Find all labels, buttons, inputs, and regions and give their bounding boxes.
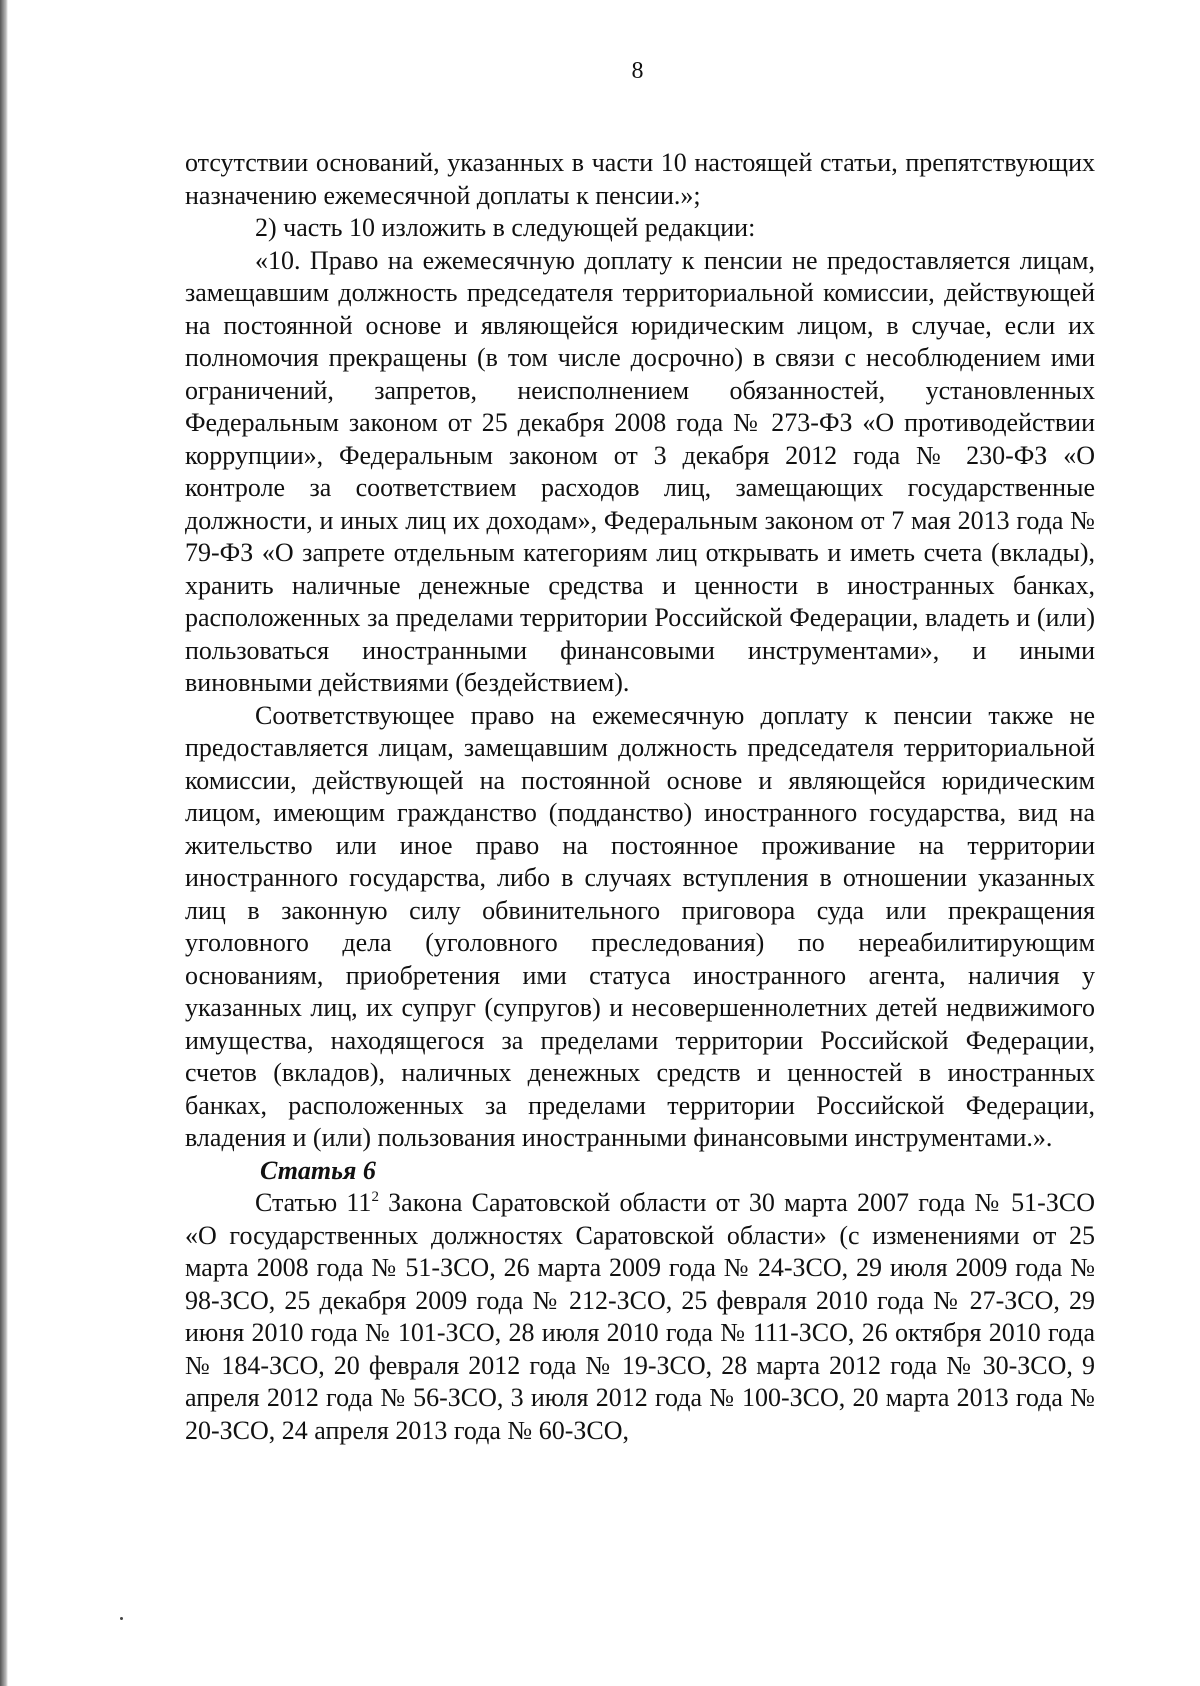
scan-edge [0, 0, 8, 1686]
paragraph-continuation: отсутствии оснований, указанных в части 10 настоящей статьи, препятствующих назначению ежемесячной доплаты к пенсии.»; [185, 148, 1095, 210]
article-paragraph [185, 1187, 1095, 1447]
paragraph-additional-right: Соответствующее право на ежемесячную доплату к пенсии также не предоставляется лицам, замещавшим должность председателя территориальной комиссии, действующей на постоянной основе и являющейся юридическим лицом, имеющим гражданство (подданство) иностранного государства, вид на жительство или иное право на постоянное проживание на территории иностранного государства, либо в случаях вступления в отношении указанных лиц в законную силу обвинительного приговора суда или прекращения уголовного дела (уголовного преследования) по нереабилитирующим основаниям, приобретения ими статуса иностранного агента, наличия у указанных лиц, их супруг (супругов) и несовершеннолетних детей недвижимого имущества, находящегося за пределами территории Российской Федерации, счетов (вкладов), наличных денежных средств и ценностей в иностранных банках, расположенных за пределами территории Российской Федерации, владения и (или) пользования иностранными финансовыми инструментами.». [185, 700, 1095, 1152]
article-lead: Статью 11 [255, 1188, 372, 1217]
article-superscript: 2 [371, 1189, 379, 1205]
page-number: 8 [631, 58, 644, 84]
paragraph-item-2: 2) часть 10 изложить в следующей редакции: [255, 213, 756, 242]
article-text: Закона Саратовской области от 30 марта 2007 года № 51-ЗСО «О государственных должностях Саратовской области» (с изменениями от 25 марта 2008 года № 51-ЗСО, 26 марта 2009 года № 24-ЗСО, 29 июля 2009 года № 98-ЗСО, 25 декабря 2009 года № 212-ЗСО, 25 февраля 2010 года № 27-ЗСО, 29 июня 2010 года № 101-ЗСО, 28 июля 2010 года № 111-ЗСО, 26 октября 2010 года № 184-ЗСО, 20 февраля 2012 года № 19-ЗСО, 28 марта 2012 года № 30-ЗСО, 9 апреля 2012 года № 56-ЗСО, 3 июля 2012 года № 100-ЗСО, 20 марта 2013 года № 20-ЗСО, 24 апреля 2013 года № 60-ЗСО, [185, 1188, 1095, 1445]
document-body [185, 147, 1095, 1447]
scan-speck [120, 1617, 123, 1620]
paragraph-part-10: «10. Право на ежемесячную доплату к пенсии не предоставляется лицам, замещавшим должность председателя территориальной комиссии, действующей на постоянной основе и являющейся юридическим лицом, в случае, если их полномочия прекращены (в том числе досрочно) в связи с несоблюдением ими ограничений, запретов, неисполнением обязанностей, установленных Федеральным законом от 25 декабря 2008 года № 273-ФЗ «О противодействии коррупции», Федеральным законом от 3 декабря 2012 года № 230-ФЗ «О контроле за соответствием расходов лиц, замещающих государственные должности, и иных лиц их доходам», Федеральным законом от 7 мая 2013 года № 79-ФЗ «О запрете отдельным категориям лиц открывать и иметь счета (вклады), хранить наличные денежные средства и ценности в иностранных банках, расположенных за пределами территории Российской Федерации, владеть и (или) пользоваться иностранными финансовыми инструментами», и иными виновными действиями (бездействием). [185, 245, 1095, 697]
article-heading: Статья 6 [260, 1155, 376, 1185]
